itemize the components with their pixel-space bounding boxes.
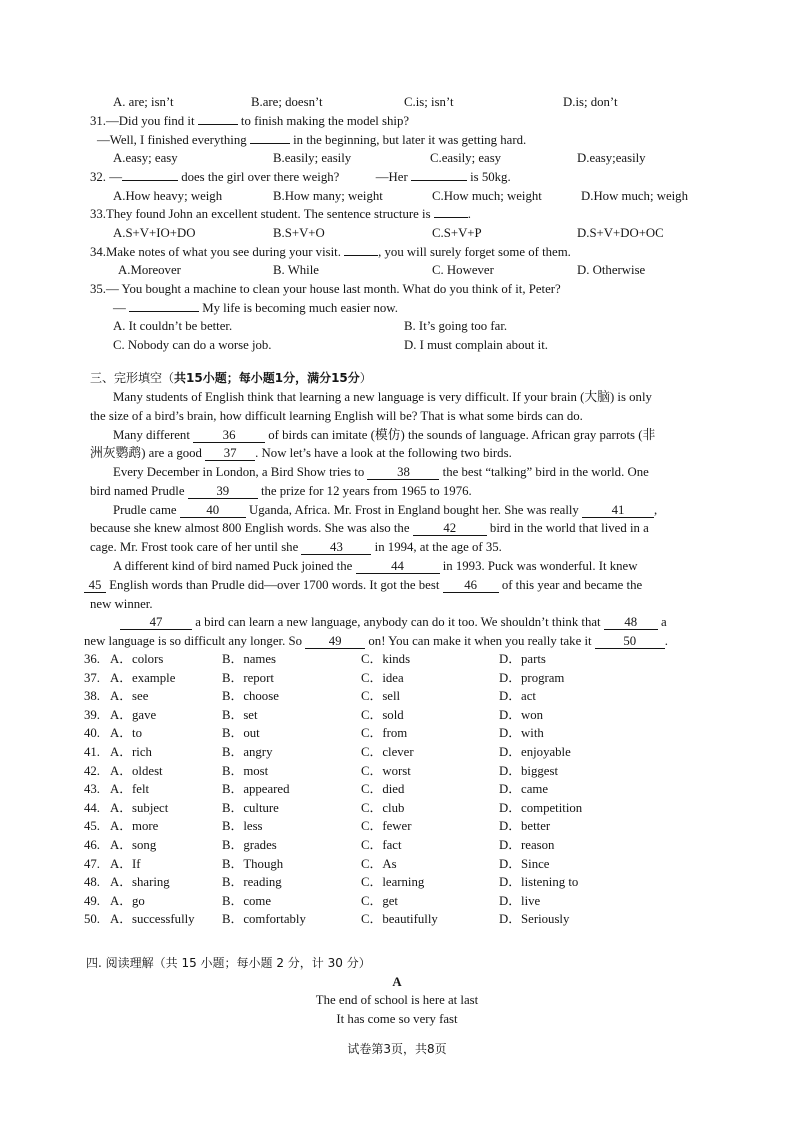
cloze-text: Prudle came [113,503,177,517]
option-d[interactable]: D．enjoyable [499,745,571,759]
cloze-blank-49[interactable]: 49 [305,634,365,649]
q31-text-b: to finish making the model ship? [240,114,410,128]
option-b[interactable]: B．out [222,726,260,741]
option-c[interactable]: C．As [361,856,397,871]
q35-line1: 35.— You bought a machine to clean your house last month. What do you think of it, Peter? [90,282,561,296]
option-a[interactable]: A．to [110,726,142,741]
option-a[interactable]: A．sharing [110,875,170,890]
q30-option-a: A. are; isn’t [113,95,174,109]
cloze-p5-l2 [84,577,642,593]
option-d[interactable]: D．act [499,689,536,704]
q30-option-c: C.is; isn’t [404,95,454,109]
cloze-p6-l1 [120,614,667,630]
cloze-text: the best “talking” bird in the world. One [442,465,649,479]
question-number: 43. [84,782,100,797]
question-number: 40. [84,726,100,741]
option-d[interactable]: D．Seriously [499,912,570,927]
cloze-p2-l1 [113,427,655,443]
reading-heading: 四. 阅读理解（共 15 小题；每小题 2 分，计 30 分） [86,956,371,970]
cloze-text: in 1994, at the age of 35. [374,540,502,554]
cloze-blank-38[interactable]: 38 [367,465,439,480]
q32-text-b: does the girl over there weigh? [181,170,340,184]
q34-option-a: A.Moreover [118,263,181,277]
q35-option-c: C. Nobody can do a worse job. [113,338,272,352]
cloze-blank-41[interactable]: 41 [582,503,654,518]
option-b[interactable]: B．appeared [222,782,290,797]
cloze-blank-39[interactable]: 39 [188,484,258,499]
option-c[interactable]: C．get [361,893,398,908]
q32-blank-1[interactable] [122,180,178,181]
q34-line [90,244,571,260]
q33-option-a: A.S+V+IO+DO [113,226,196,240]
option-c[interactable]: C．learning [361,875,425,890]
cloze-blank-48[interactable]: 48 [604,615,658,630]
option-a[interactable]: A．go [110,893,145,908]
option-a[interactable]: A．successfully [110,912,195,927]
q31-option-a: A.easy; easy [113,151,178,165]
option-d[interactable]: D．better [499,819,551,834]
cloze-blank-43[interactable]: 43 [301,540,371,555]
cloze-blank-37[interactable]: 37 [205,446,255,461]
q35-text-b: My life is becoming much easier now. [202,301,398,315]
option-a[interactable]: A．song [110,838,157,852]
cloze-text: bird named Prudle [90,484,185,498]
cloze-text: a bird can learn a new language, anybody can do it too. We shouldn’t think that [195,615,601,629]
cloze-text: Uganda, Africa. Mr. Frost in England bought her. She was really [249,503,579,517]
q33-text-b: . [467,207,471,221]
cloze-text: Many different [113,428,190,442]
q30-option-d: D.is; don’t [563,95,618,109]
option-b[interactable]: B．angry [222,745,273,759]
q30-option-b: B.are; doesn’t [251,95,323,109]
q32-text-c: —Her [375,170,408,184]
q31-option-c: C.easily; easy [430,151,502,165]
option-d[interactable]: D．parts [499,652,546,666]
cloze-blank-46[interactable]: 46 [443,578,499,593]
option-d[interactable]: D．competition [499,800,583,815]
cloze-p4-l1 [113,502,657,518]
option-d[interactable]: D．with [499,726,544,741]
question-number: 46. [84,838,100,852]
cloze-heading [90,370,372,386]
cloze-text: of birds can imitate (模仿) the sounds of language. African gray parrots (非 [268,428,656,442]
q35-option-d: D. I must complain about it. [404,338,548,352]
cloze-blank-42[interactable]: 42 [413,521,487,536]
poem-line-1: The end of school is here at last [315,993,479,1007]
q34-option-b: B. While [273,263,319,277]
q34-text-b: , you will surely forget some of them. [378,245,571,259]
q35-option-b: B. It’s going too far. [404,319,508,333]
q33-option-c: C.S+V+P [432,226,482,240]
option-d[interactable]: D．live [499,893,541,908]
option-a[interactable]: A．more [110,819,159,834]
q35-blank[interactable] [129,311,199,312]
cloze-blank-40[interactable]: 40 [180,503,246,518]
q31-blank-1[interactable] [198,124,238,125]
option-b[interactable]: B．report [222,670,274,685]
passage-label: A [392,975,402,989]
option-a[interactable]: A．example [110,670,176,685]
q31-option-d: D.easy;easily [577,151,646,165]
option-c[interactable]: C．club [361,800,405,815]
cloze-text: new language is so difficult any longer. So [84,634,302,648]
q34-blank[interactable] [344,255,378,256]
q32-option-c: C.How much; weight [432,189,542,203]
cloze-text: a [661,615,667,629]
cloze-p2-l2 [90,445,512,461]
q35-line2 [113,300,398,316]
option-c[interactable]: C．clever [361,745,414,759]
cloze-text: . Now let’s have a look at the following two birds. [255,446,512,460]
option-c[interactable]: C．died [361,782,405,797]
q33-option-d: D.S+V+DO+OC [577,226,664,240]
cloze-p3-l2 [90,483,472,499]
option-c[interactable]: C．sell [361,689,401,704]
q31-text-a: 31.—Did you find it [90,114,195,128]
option-c[interactable]: C．sold [361,707,404,722]
question-number: 39. [84,707,100,722]
q32-blank-2[interactable] [411,180,467,181]
q31-line1 [90,113,409,129]
option-c[interactable]: C．fact [361,838,402,852]
option-c[interactable]: C．beautifully [361,912,438,927]
q33-line [90,206,471,222]
option-c[interactable]: C．from [361,726,408,741]
q31-line2 [97,132,526,148]
cloze-p5-l3: new winner. [90,597,153,611]
cloze-text: A different kind of bird named Puck joined the [113,559,353,573]
cloze-blank-47[interactable]: 47 [120,615,192,630]
cloze-blank-44[interactable]: 44 [356,559,440,574]
cloze-heading-a: 三、完形填空（ [90,371,175,385]
q31-text-d: in the beginning, but later it was getting hard. [293,133,527,147]
cloze-p5-l1 [113,558,637,574]
option-b[interactable]: B．most [222,763,269,778]
option-c[interactable]: C．worst [361,763,411,778]
cloze-text: cage. Mr. Frost took care of her until she [90,540,299,554]
option-b[interactable]: B．grades [222,838,277,852]
option-a[interactable]: A．felt [110,782,150,797]
q32-option-a: A.How heavy; weigh [113,189,223,203]
cloze-blank-36[interactable]: 36 [193,428,265,443]
cloze-text: 洲灰鹦鹉) are a good [90,446,202,460]
cloze-p6-l2 [84,633,668,649]
option-d[interactable]: D．listening to [499,875,579,890]
option-a[interactable]: A．see [110,689,149,704]
question-number: 48. [84,875,100,890]
q33-text-a: 33.They found John an excellent student. The sentence structure is [90,207,431,221]
cloze-text: of this year and became the [501,578,643,592]
cloze-heading-b: 共15小题；每小题1分，满分15分 [174,371,360,385]
cloze-text: the prize for 12 years from 1965 to 1976. [260,484,472,498]
q34-option-c: C. However [432,263,494,277]
option-b[interactable]: B．names [222,652,277,666]
question-number: 49. [84,893,100,908]
question-number: 42. [84,763,100,778]
q32-text-d: is 50kg. [470,170,511,184]
q32-option-d: D.How much; weigh [581,189,688,203]
cloze-p1-l2: the size of a bird’s brain, how difficult learning English will be? That is what some birds can do. [90,409,583,423]
page-footer: 试卷第3页，共8页 [347,1042,447,1056]
q31-text-c: —Well, I finished everything [97,133,247,147]
question-number: 38. [84,689,100,704]
cloze-text: on! You can make it when you really take it [368,634,592,648]
question-number: 41. [84,745,100,759]
option-a[interactable]: A．oldest [110,763,163,778]
option-b[interactable]: B．come [222,893,272,908]
option-d[interactable]: D．came [499,782,549,797]
q34-option-d: D. Otherwise [577,263,646,277]
cloze-p4-l2 [90,520,649,536]
q32-option-b: B.How many; weight [273,189,383,203]
cloze-text: bird in the world that lived in a [489,521,649,535]
option-b[interactable]: B．Though [222,856,284,871]
question-number: 47. [84,856,100,871]
cloze-blank-50[interactable]: 50 [595,634,665,649]
cloze-p4-l3 [90,539,502,555]
cloze-heading-c: ） [359,371,372,385]
question-number: 36. [84,652,100,666]
question-number: 37. [84,670,100,685]
q35-option-a: A. It couldn’t be better. [113,319,233,333]
question-number: 44. [84,800,100,815]
option-d[interactable]: D．reason [499,838,555,852]
option-b[interactable]: B．reading [222,875,282,890]
option-d[interactable]: D．won [499,707,544,722]
option-a[interactable]: A．rich [110,745,152,759]
option-a[interactable]: A．subject [110,800,169,815]
q33-blank[interactable] [434,217,468,218]
q32-line [90,169,511,185]
option-b[interactable]: B．comfortably [222,912,306,927]
q33-option-b: B.S+V+O [273,226,325,240]
option-a[interactable]: A．colors [110,652,164,666]
option-b[interactable]: B．less [222,819,263,834]
option-b[interactable]: B．set [222,707,258,722]
cloze-text: Every December in London, a Bird Show tries to [113,465,365,479]
option-d[interactable]: D．Since [499,856,550,871]
cloze-text: because she knew almost 800 English words. She was also the [90,521,410,535]
q32-text-a: 32. — [90,170,122,184]
poem-line-2: It has come so very fast [336,1012,458,1026]
q34-text-a: 34.Make notes of what you see during your visit. [90,245,341,259]
option-b[interactable]: B．culture [222,800,279,815]
cloze-text: . [664,634,668,648]
q31-option-b: B.easily; easily [273,151,352,165]
cloze-text: , [654,503,658,517]
option-c[interactable]: C．kinds [361,652,411,666]
cloze-text: in 1993. Puck was wonderful. It knew [442,559,638,573]
option-c[interactable]: C．fewer [361,819,412,834]
question-number: 50. [84,912,100,927]
cloze-p1-l1: Many students of English think that learning a new language is very difficult. If your brain (大脑) is only [113,390,652,404]
option-c[interactable]: C．idea [361,670,404,685]
q35-text-a: — [113,301,126,315]
cloze-p3-l1 [113,464,649,480]
question-number: 45. [84,819,100,834]
option-a[interactable]: A．If [110,856,141,871]
option-d[interactable]: D．biggest [499,763,559,778]
cloze-text: English words than Prudle did—over 1700 words. It got the best [109,578,440,592]
option-d[interactable]: D．program [499,670,565,685]
cloze-blank-45[interactable]: 45 [84,578,106,593]
option-b[interactable]: B．choose [222,689,279,704]
option-a[interactable]: A．gave [110,707,157,722]
q31-blank-2[interactable] [250,143,290,144]
